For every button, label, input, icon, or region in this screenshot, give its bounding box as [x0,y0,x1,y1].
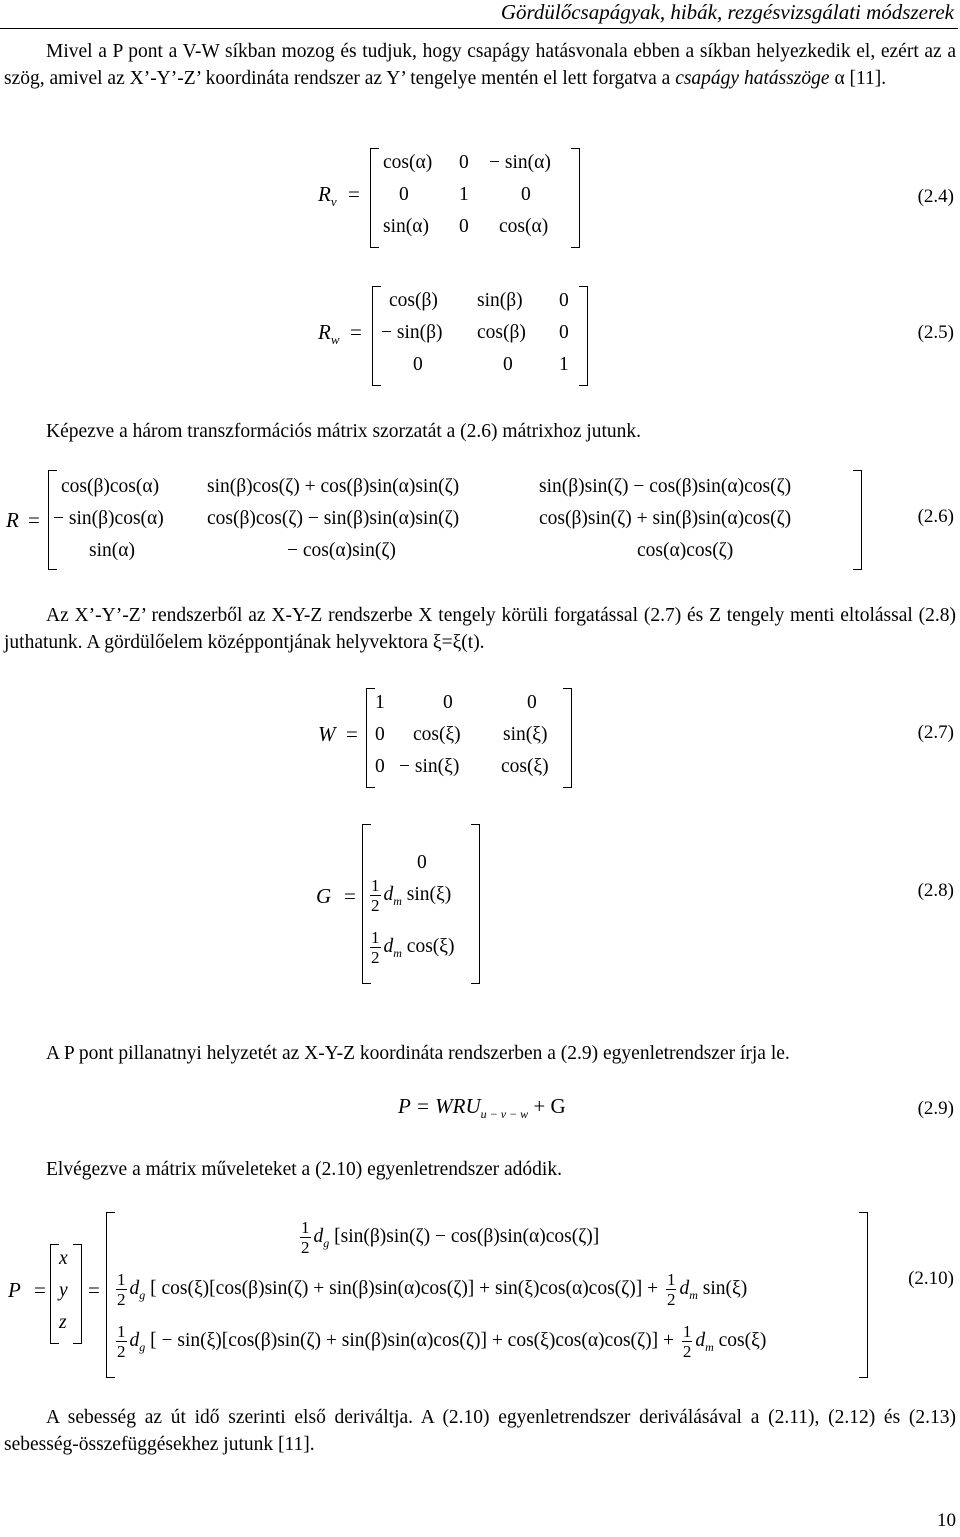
paragraph-intro: Mivel a P pont a V-W síkban mozog és tudjuk, hogy csapágy hatásvonala ebben a síkban helyezkedik el, ezért az a szög, amivel az X’-Y’-Z’ koordináta rendszer az Y’ tengelye mentén el lett forgatva a csapágy hatásszöge α [11]. [4,41,956,89]
eq25-matrix: cos(β) sin(β) 0 − sin(β) cos(β) 0 0 0 1 [372,286,588,386]
eq28-lhs: G [316,884,332,908]
eq210-lhs: P [8,1278,21,1302]
eq210-row1: $\frac{1}{2}$ $d_g$ [sin(β)sin(ζ) − cos(β)sin(α)cos(ζ)] [301,1218,600,1257]
eq28-matrix: 0 $\frac{1}{2}$ $d_m$ sin(ξ) $\frac{1}{2}$ $d_m$ cos(ξ) [362,824,480,984]
header-rule [0,28,958,29]
eq28-row3: $\frac{1}{2}$ $d_m$ cos(ξ) [371,928,455,967]
paragraph-velocity: A sebesség az út idő szerinti első deriváltja. A (2.10) egyenletrendszer deriválásával a (2.11), (2.12) és (2.13) sebesség-összefüggésekhez jutunk [11]. [4,1407,956,1455]
eq210-matrix [106,1212,868,1378]
eq27-label: (2.7) [917,722,954,743]
eq25-label: (2.5) [917,322,954,343]
eq27-matrix: 1 0 0 0 cos(ξ) sin(ξ) 0 − sin(ξ) cos(ξ) [366,688,572,788]
running-header [0,0,958,26]
eq210-label: (2.10) [908,1268,954,1289]
eq210-row2: $\frac{1}{2}$ $d_g$ [ cos(ξ)[cos(β)sin(ζ) + sin(β)sin(α)cos(ζ)] + sin(ξ)cos(α)cos(ζ)] + $\frac{1}{2}$ $d_m$ sin(ξ) [117,1270,748,1309]
eq27-lhs: W [318,722,336,746]
eq28-row2: $\frac{1}{2}$ $d_m$ sin(ξ) [371,876,452,915]
eq25-lhs: $R_w$ [318,320,340,348]
eq26-lhs: R [6,508,19,532]
eq28-label: (2.8) [917,880,954,901]
paragraph-position: A P pont pillanatnyi helyzetét az X-Y-Z koordináta rendszerben a (2.9) egyenletrendszer írja le. [46,1043,790,1064]
paragraph-product: Képezve a három transzformációs mátrix szorzatát a (2.6) mátrixhoz jutunk. [46,421,642,442]
eq26-label: (2.6) [917,506,954,527]
eq26-matrix: cos(β)cos(α) sin(β)cos(ζ) + cos(β)sin(α)sin(ζ) sin(β)sin(ζ) − cos(β)sin(α)cos(ζ) − sin(β)cos(α) cos(β)cos(ζ) − sin(β)sin(α)sin(ζ) cos(β)sin(ζ) + sin(β)sin(α)cos(ζ) sin(α) − cos(α)sin(ζ) cos(α)cos(ζ) [48,470,862,570]
paragraph-transform: Az X’-Y’-Z’ rendszerből az X-Y-Z rendszerbe X tengely körüli forgatással (2.7) és Z tengely menti eltolással (2.8) juthatunk. A gördülőelem középpontjának helyvektora ξ=ξ(t). [4,605,956,653]
eq29-label: (2.9) [917,1098,954,1119]
paragraph-result: Elvégezve a mátrix műveleteket a (2.10) egyenletrendszer adódik. [46,1159,562,1180]
eq210-vector: x y z [50,1244,82,1344]
eq24-matrix: cos(α) 0 − sin(α) 0 1 0 sin(α) 0 cos(α) [370,148,580,248]
eq24-label: (2.4) [917,186,954,207]
eq24-lhs: $R_v$ [318,182,337,210]
page-number: 10 [937,1510,956,1531]
eq29-expression: $P = WRU_{u - v - w} + G$ [398,1094,566,1122]
eq210-row3: $\frac{1}{2}$ $d_g$ [ − sin(ξ)[cos(β)sin(ζ) + sin(β)sin(α)cos(ζ)] + cos(ξ)cos(α)cos(ζ)] + $\frac{1}{2}$ $d_m$ cos(ξ) [117,1322,767,1361]
header-title: Gördülőcsapágyak, hibák, rezgésvizsgálati módszerek [500,0,954,24]
